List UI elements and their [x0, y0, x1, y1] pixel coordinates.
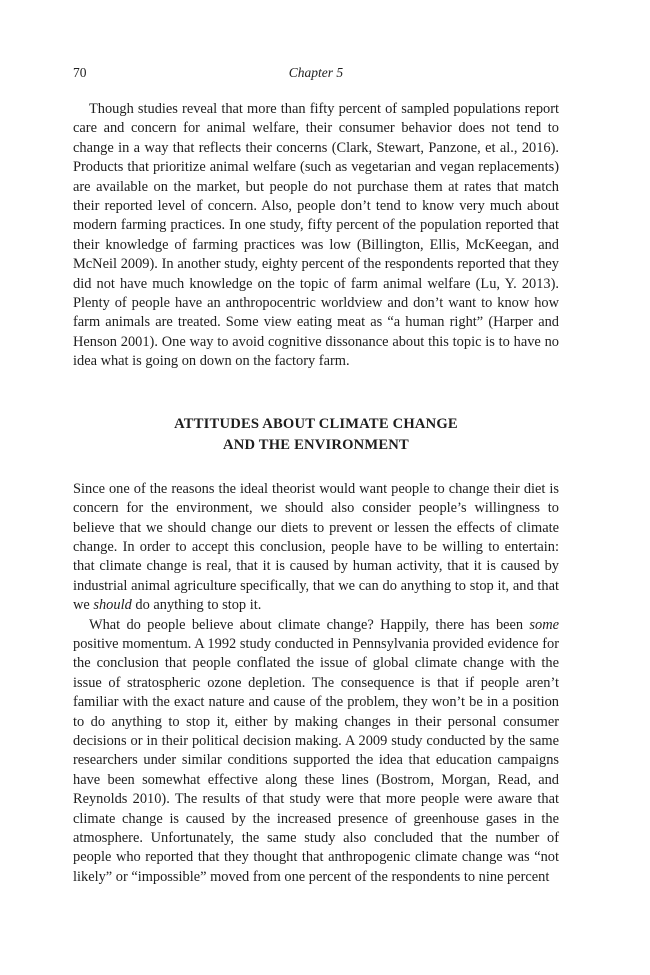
page-number: 70 — [73, 65, 87, 80]
paragraph-environment-text-1: Since one of the reasons the ideal theorist would want people to change their diet is concern for the environment, we should also consider people’s willingness to believe that we should change our diets to prevent or lessen the effects of climate change. In order to accept this conclusion, people have to be willing to entertain: that climate change is real, that it is caused by human activity, that it is caused by industrial animal agriculture specifically, that we can do anything to stop it, and that we — [73, 480, 559, 614]
paragraph-climate-beliefs — [73, 616, 559, 888]
chapter-label: Chapter 5 — [288, 65, 344, 80]
paragraph-environment-intro — [73, 480, 559, 616]
paragraph-climate-text-1: What do people believe about climate change? Happily, there has been — [89, 616, 530, 633]
paragraph-animal-welfare: Though studies reveal that more than fifty percent of sampled populations report care and concern for animal welfare, their consumer behavior does not tend to change in a way that reflects their concerns (Clark, Stewart, Panzone, et al., 2016). Products that prioritize animal welfare (such as vegetarian and vegan replacements) are available on the market, but people do not purchase them at rates that match their reported level of concern. Also, people don’t tend to know very much about modern farming practices. In one study, fifty percent of the population reported that their knowledge of farming practices was low (Billington, Ellis, McKeegan, and McNeil 2009). In another study, eighty percent of the respondents reported that they did not have much knowledge on the topic of farm animal welfare (Lu, Y. 2013). Plenty of people have an anthropocentric worldview and don’t want to know how farm animals are treated. Some view eating meat as “a human right” (Harper and Henson 2001). One way to avoid cognitive dissonance about this topic is to have no idea what is going on down on the factory farm. — [73, 101, 559, 370]
section-heading — [73, 414, 559, 456]
book-page — [73, 62, 559, 887]
section-heading-line-2: AND THE ENVIRONMENT — [223, 436, 409, 453]
running-header — [73, 62, 559, 84]
emphasis-some: some — [529, 616, 559, 633]
section-heading-line-1: ATTITUDES ABOUT CLIMATE CHANGE — [174, 415, 458, 432]
paragraph-climate-text-2: positive momentum. A 1992 study conducted in Pennsylvania provided evidence for the conclusion that people conflated the issue of global climate change with the issue of stratospheric ozone depletion. The consequence is that if people aren’t familiar with the exact nature and cause of the problem, they won’t be in a position to do anything to stop it, either by making changes in their personal consumer decisions or in their political decision making. A 2009 study conducted by the same researchers under similar conditions supported the idea that education campaigns have been somewhat effective along these lines (Bostrom, Morgan, Read, and Reynolds 2010). The results of that study were that more people were aware that climate change is caused by the increased presence of greenhouse gases in the atmosphere. Unfortunately, the same study also concluded that the number of people who reported that they thought that anthropogenic climate change was “not likely” or “impossible” moved from one percent of the respondents to nine percent — [73, 635, 559, 885]
emphasis-should: should — [93, 597, 132, 614]
paragraph-environment-text-2: do anything to stop it. — [131, 597, 262, 614]
